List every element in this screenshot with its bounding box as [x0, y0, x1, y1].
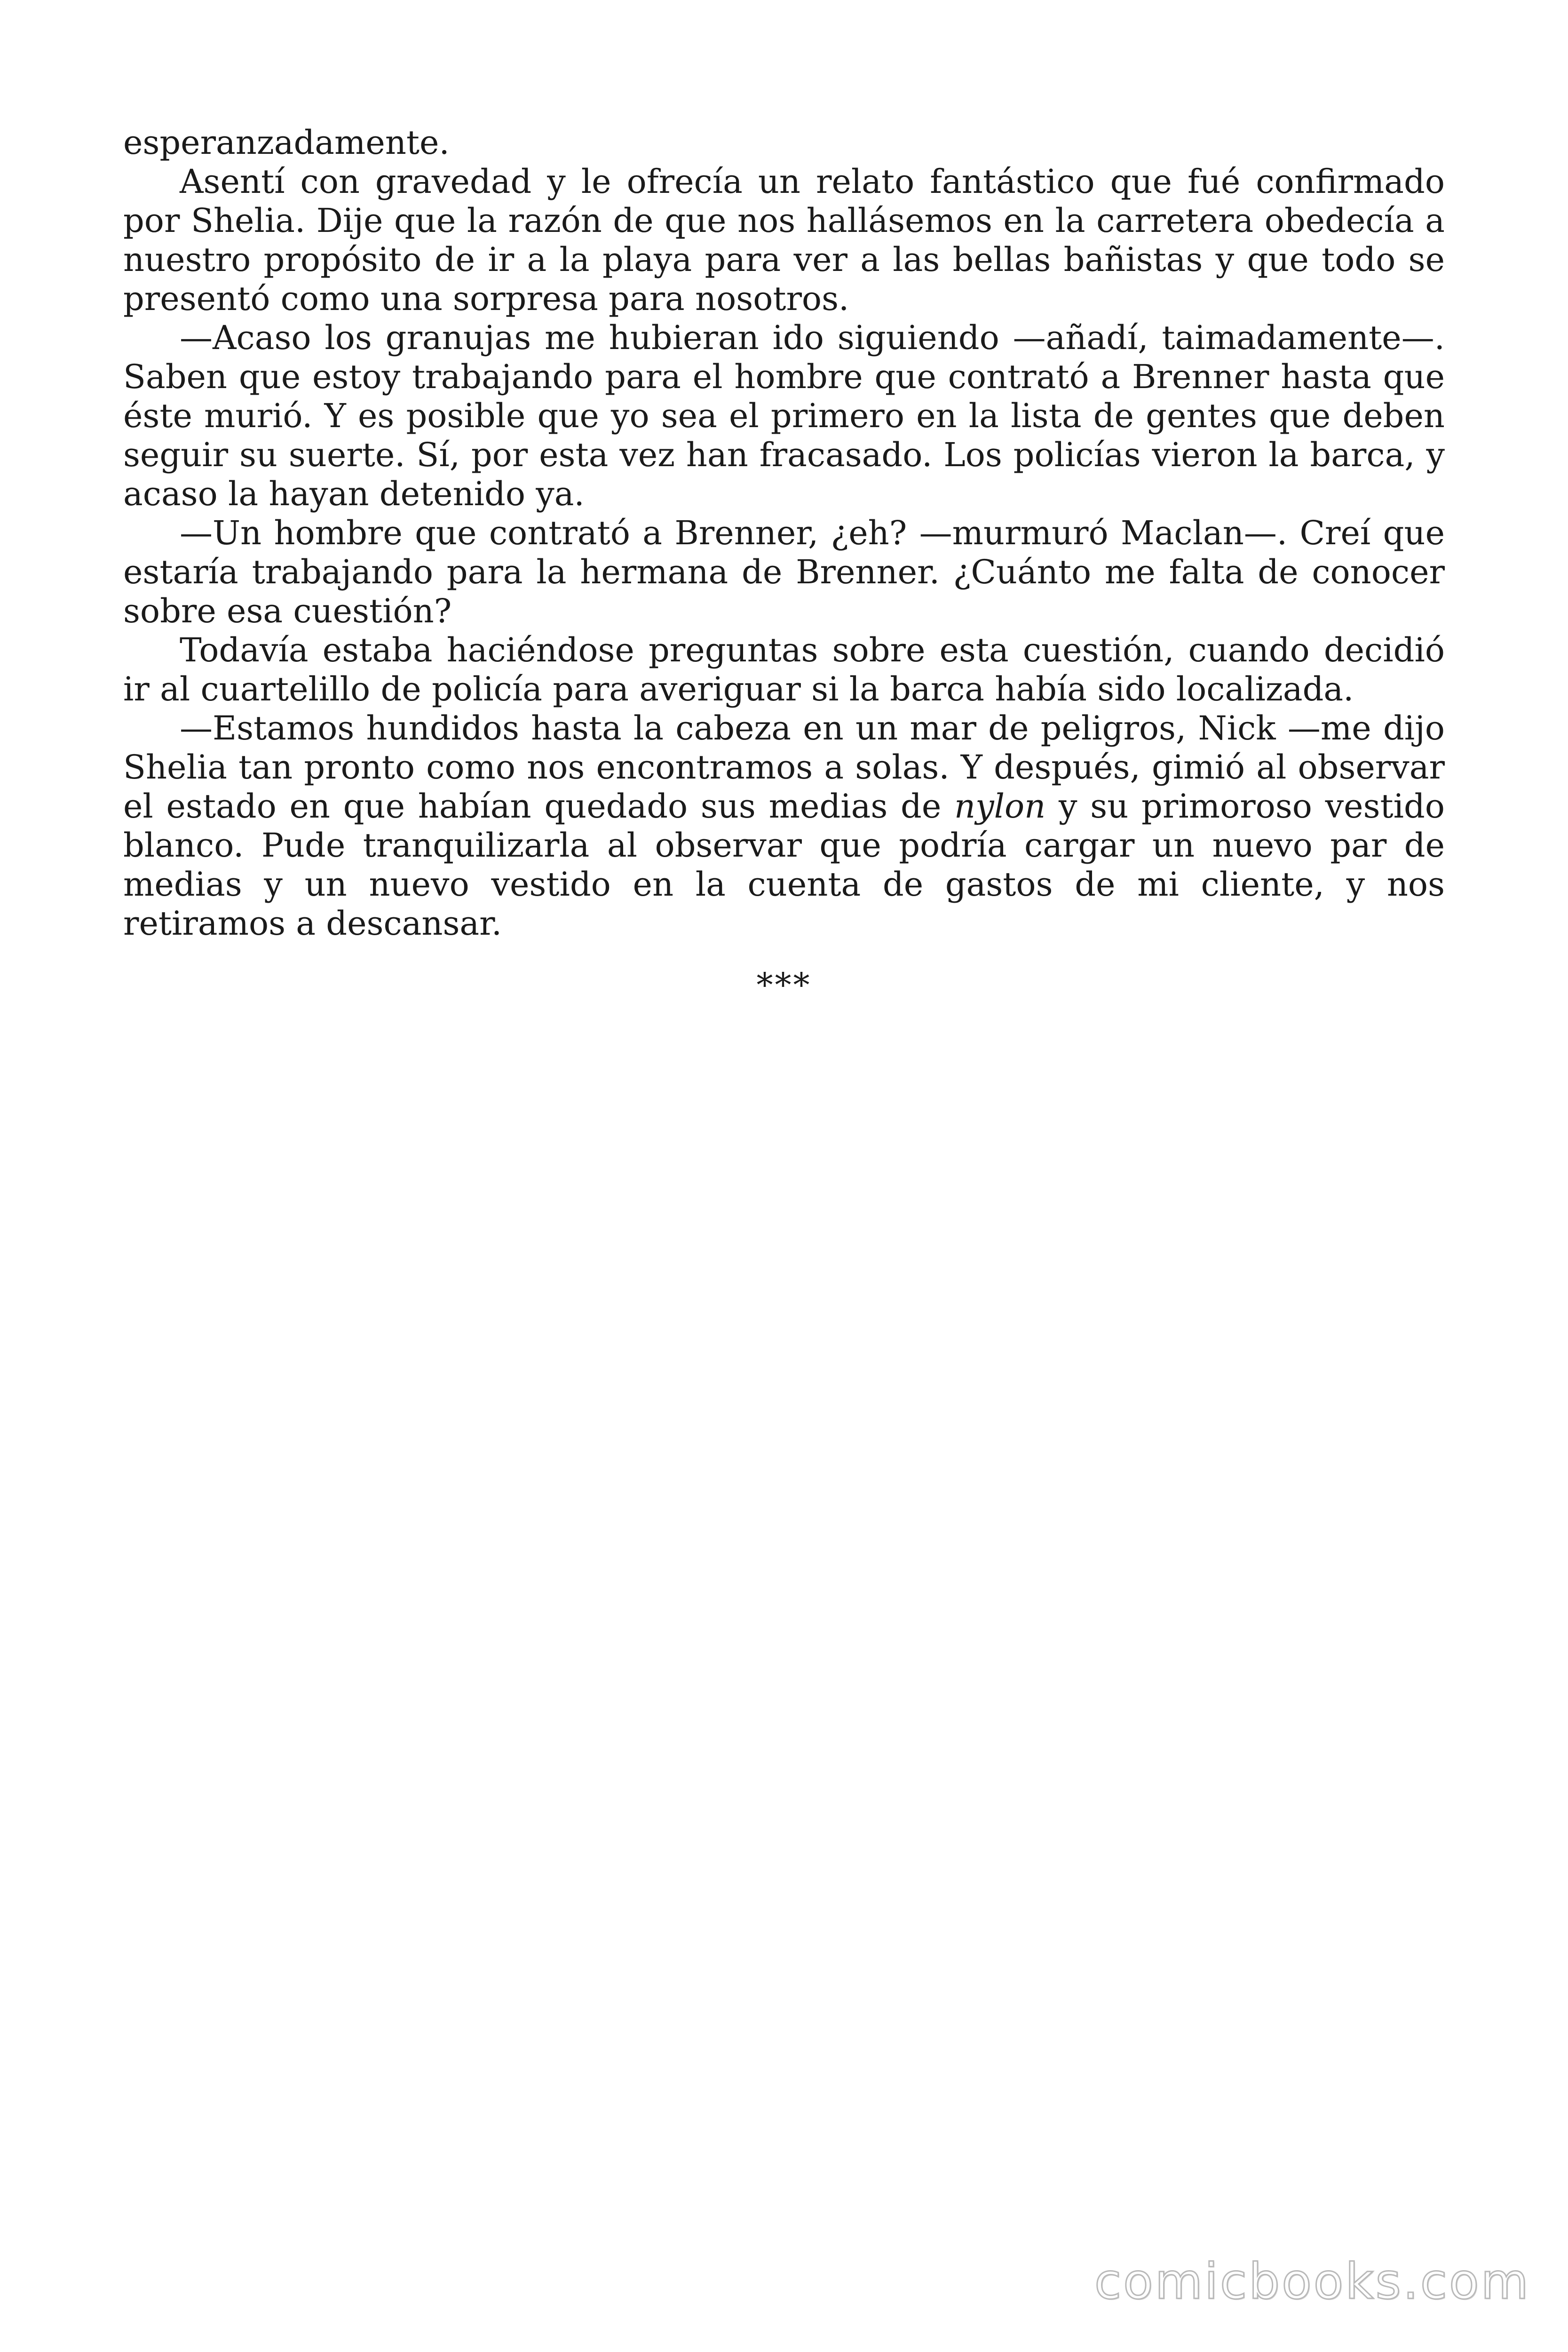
- paragraph-6: [123, 709, 1445, 943]
- section-separator: ***: [756, 966, 812, 1004]
- watermark: comicbooks.com: [1094, 2253, 1530, 2310]
- paragraph-4: —Un hombre que contrató a Brenner, ¿eh? —murmuró Maclan—. Creí que estaría trabajando para la hermana de Brenner. ¿Cuánto me falta de conocer sobre esa cuestión?: [123, 514, 1445, 630]
- paragraph-1: esperanzadamente.: [123, 123, 450, 162]
- paragraph-6-text-after: y su primoroso vestido blanco. Pude tranquilizarla al observar que podría cargar un nuevo par de medias y un nuevo vestido en la cuenta de gastos de mi cliente, y nos retiramos a descansar.: [123, 787, 1445, 943]
- paragraph-3: —Acaso los granujas me hubieran ido siguiendo —añadí, taimadamente—. Saben que estoy trabajando para el hombre que contrató a Brenner hasta que éste murió. Y es posible que yo sea el primero en la lista de gentes que deben seguir su suerte. Sí, por esta vez han fracasado. Los policías vieron la barca, y acaso la hayan detenido ya.: [123, 318, 1445, 513]
- page-body: [123, 123, 1445, 1005]
- paragraph-5: Todavía estaba haciéndose preguntas sobre esta cuestión, cuando decidió ir al cuartelillo de policía para averiguar si la barca había sido localizada.: [123, 631, 1445, 708]
- paragraph-6-italic-word: nylon: [954, 787, 1046, 826]
- paragraph-6-text-before: —Estamos hundidos hasta la cabeza en un mar de peligros, Nick —me dijo Shelia tan pronto como nos encontramos a solas. Y después, gimió al observar el estado en que habían quedado sus medias de: [123, 709, 1445, 826]
- paragraph-2: Asentí con gravedad y le ofrecía un relato fantástico que fué confirmado por Shelia. Dije que la razón de que nos hallásemos en la carretera obedecía a nuestro propósito de ir a la playa para ver a las bellas bañistas y que todo se presentó como una sorpresa para nosotros.: [123, 162, 1445, 318]
